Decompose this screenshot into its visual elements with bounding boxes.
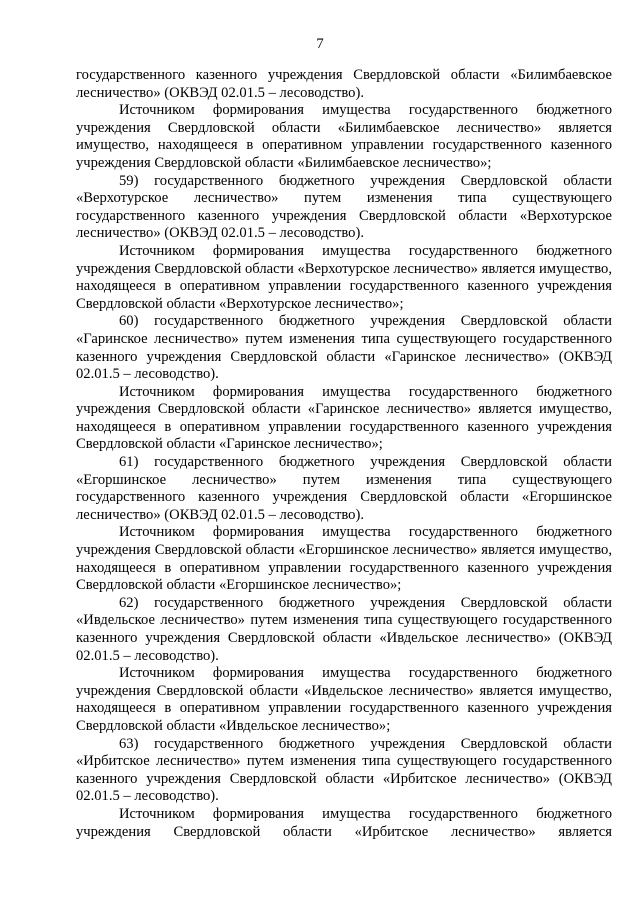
paragraph-property-source: Источником формирования имущества государственного бюджетного учреждения Свердловской области «Ивдельское лесничество» является имущество, находящееся в оперативном управлении государственного казенного учреждения Свердловской области «Ивдельское лесничество»; (76, 665, 612, 734)
page-number: 7 (316, 36, 324, 52)
list-item-59: 59) государственного бюджетного учреждения Свердловской области «Верхотурское лесничество» путем изменения типа существующего государственного казенного учреждения Свердловской области «Верхотурское лесничество» (ОКВЭД 02.01.5 – лесоводство). (76, 172, 612, 242)
list-item-61: 61) государственного бюджетного учреждения Свердловской области «Егоршинское лесничество» путем изменения типа существующего государственного казенного учреждения Свердловской области «Егоршинское лесничество» (ОКВЭД 02.01.5 – лесоводство). (76, 454, 612, 523)
paragraph-continuation: государственного казенного учреждения Свердловской области «Билимбаевское лесничество» (ОКВЭД 02.01.5 – лесоводство). (76, 67, 612, 101)
paragraph-property-source: Источником формирования имущества государственного бюджетного учреждения Свердловской области «Билимбаевское лесничество» является имущество, находящееся в оперативном управлении государственного казенного учреждения Свердловской области «Билимбаевское лесничество»; (76, 102, 612, 171)
list-item-62: 62) государственного бюджетного учреждения Свердловской области «Ивдельское лесничество» путем изменения типа существующего государственного казенного учреждения Свердловской области «Ивдельское лесничество» (ОКВЭД 02.01.5 – лесоводство). (76, 594, 612, 664)
list-item-60: 60) государственного бюджетного учреждения Свердловской области «Гаринское лесничество» путем изменения типа существующего государственного казенного учреждения Свердловской области «Гаринское лесничество» (ОКВЭД 02.01.5 – лесоводство). (76, 313, 612, 383)
paragraph-property-source: Источником формирования имущества государственного бюджетного учреждения Свердловской области «Гаринское лесничество» является имущество, находящееся в оперативном управлении государственного казенного учреждения Свердловской области «Гаринское лесничество»; (76, 383, 612, 453)
document-body (76, 67, 612, 841)
paragraph-property-source: Источником формирования имущества государственного бюджетного учреждения Свердловской области «Верхотурское лесничество» является имущество, находящееся в оперативном управлении государственного казенного учреждения Свердловской области «Верхотурское лесничество»; (76, 242, 612, 312)
list-item-63: 63) государственного бюджетного учреждения Свердловской области «Ирбитское лесничество» путем изменения типа существующего государственного казенного учреждения Свердловской области «Ирбитское лесничество» (ОКВЭД 02.01.5 – лесоводство). (76, 735, 612, 805)
paragraph-property-source-continued: Источником формирования имущества государственного бюджетного учреждения Свердловской области «Ирбитское лесничество» является (76, 805, 612, 840)
paragraph-property-source: Источником формирования имущества государственного бюджетного учреждения Свердловской области «Егоршинское лесничество» является имущество, находящееся в оперативном управлении государственного казенного учреждения Свердловской области «Егоршинское лесничество»; (76, 524, 612, 594)
